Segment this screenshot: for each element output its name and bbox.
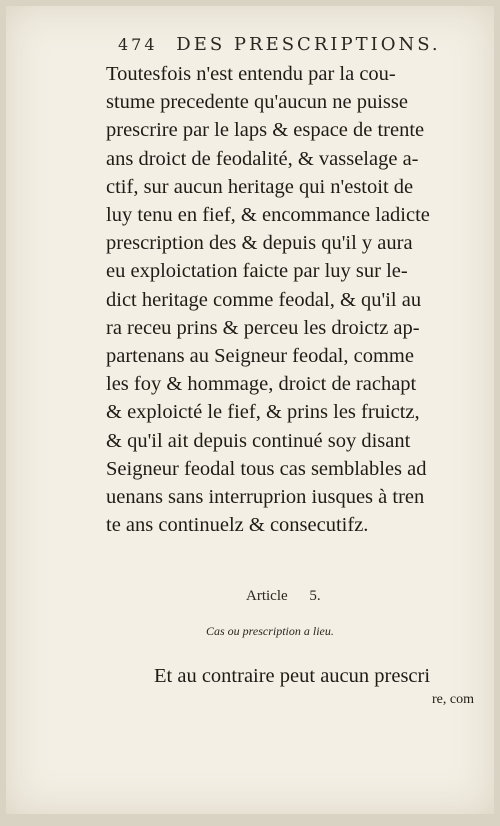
running-head bbox=[118, 34, 441, 55]
marginal-note: Cas ou prescription a lieu. bbox=[206, 624, 334, 638]
text-line: Seigneur feodal tous cas semblables ad bbox=[106, 457, 427, 480]
text-line: partenans au Seigneur feodal, comme bbox=[106, 345, 414, 368]
body-text bbox=[106, 60, 486, 539]
text-line: Toutesfois n'est entendu par la cou- bbox=[106, 63, 396, 85]
text-line: prescrire par le laps & espace de trente bbox=[106, 119, 425, 142]
running-title: DES PRESCRIPTIONS. bbox=[176, 34, 441, 55]
text-line: & exploicté le fief, & prins les fruictz, bbox=[106, 401, 420, 424]
book-page bbox=[6, 6, 494, 814]
page-number: 474 bbox=[118, 35, 158, 54]
article-number: 5. bbox=[309, 588, 321, 604]
text-line: uenans sans interruprion iusques à tren bbox=[106, 486, 425, 509]
text-line: & qu'il ait depuis continué soy disant bbox=[106, 429, 411, 452]
text-line: dict heritage comme feodal, & qu'il au bbox=[106, 288, 422, 311]
text-line: ans droict de feodalité, & vasselage a- bbox=[106, 147, 419, 170]
text-line: stume precedente qu'aucun ne puisse bbox=[106, 91, 408, 114]
text-line: eu exploictation faicte par luy sur le- bbox=[106, 260, 408, 283]
text-line: ra receu prins & perceu les droictz ap- bbox=[106, 316, 420, 339]
text-line: les foy & hommage, droict de rachapt bbox=[106, 373, 417, 396]
text-line: luy tenu en fief, & encommance ladicte bbox=[106, 204, 430, 227]
text-line: prescription des & depuis qu'il y aura bbox=[106, 232, 413, 255]
article-heading bbox=[246, 588, 321, 605]
text-line: te ans continuelz & consecutifz. bbox=[106, 514, 369, 537]
catchword: re, com bbox=[432, 692, 474, 707]
text-line: ctif, sur aucun heritage qui n'estoit de bbox=[106, 175, 414, 198]
next-paragraph: Et au contraire peut aucun prescri bbox=[154, 665, 431, 687]
article-label: Article bbox=[246, 588, 288, 604]
